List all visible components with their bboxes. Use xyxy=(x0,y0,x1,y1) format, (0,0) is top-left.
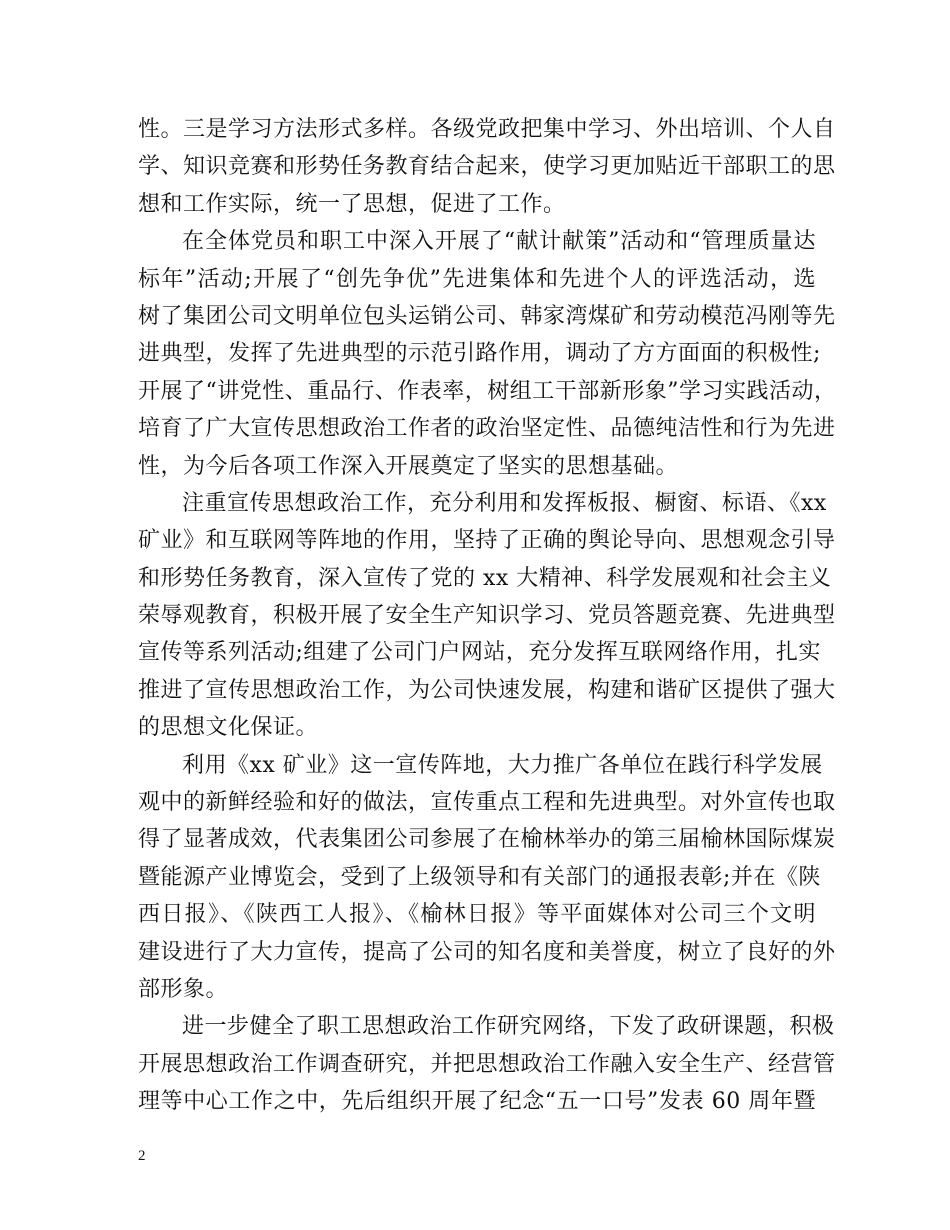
text-line: 西日报》、《陕西工人报》、《榆林日报》等平面媒体对公司三个文明 xyxy=(138,902,816,928)
page-number: 2 xyxy=(138,1148,146,1164)
text-line: 暨能源产业博览会，受到了上级领导和有关部门的通报表彰;并在《陕 xyxy=(138,864,821,890)
body-text xyxy=(138,111,837,1121)
text-line: 部形象。 xyxy=(138,976,229,1002)
text-line: 理等中心工作之中，先后组织开展了纪念“五一口号”发表 60 周年暨 xyxy=(138,1089,816,1115)
text-line: 宣传等系列活动;组建了公司门户网站，充分发挥互联网络作用，扎实 xyxy=(138,640,821,666)
text-line: 树了集团公司文明单位包头运销公司、韩家湾煤矿和劳动模范冯刚等先 xyxy=(138,303,836,329)
text-line: 性，为今后各项工作深入开展奠定了坚实的思想基础。 xyxy=(138,453,679,479)
text-line: 学、知识竞赛和形势任务教育结合起来，使学习更加贴近干部职工的思 xyxy=(138,154,836,180)
text-line: 开展思想政治工作调查研究，并把思想政治工作融入安全生产、经营管 xyxy=(138,1051,836,1077)
text-line: 和形势任务教育，深入宣传了党的 xx 大精神、科学发展观和社会主义 xyxy=(138,565,832,591)
text-line: 开展了“讲党性、重品行、作表率，树组工干部新形象”学习实践活动， xyxy=(138,378,837,404)
text-line: 观中的新鲜经验和好的做法，宣传重点工程和先进典型。对外宣传也取 xyxy=(138,790,836,816)
text-line: 想和工作实际，统一了思想，促进了工作。 xyxy=(138,191,566,217)
text-line: 矿业》和互联网等阵地的作用，坚持了正确的舆论导向、思想观念引导 xyxy=(138,528,836,554)
text-line: 进一步健全了职工思想政治工作研究网络，下发了政研课题，积极 xyxy=(182,1014,835,1040)
text-line: 荣辱观教育，积极开展了安全生产知识学习、党员答题竞赛、先进典型 xyxy=(138,603,836,629)
text-line: 建设进行了大力宣传，提高了公司的知名度和美誉度，树立了良好的外 xyxy=(138,939,836,965)
text-line: 的思想文化保证。 xyxy=(138,715,319,741)
text-line: 在全体党员和职工中深入开展了“献计献策”活动和“管理质量达 xyxy=(182,229,816,255)
text-line: 进典型，发挥了先进典型的示范引路作用，调动了方方面面的积极性; xyxy=(138,341,821,367)
text-line: 注重宣传思想政治工作，充分利用和发挥板报、橱窗、标语、《xx xyxy=(182,490,827,516)
text-line: 得了显著成效，代表集团公司参展了在榆林举办的第三届榆林国际煤炭 xyxy=(138,827,836,853)
text-line: 培育了广大宣传思想政治工作者的政治坚定性、品德纯洁性和行为先进 xyxy=(138,416,836,442)
text-line: 利用《xx 矿业》这一宣传阵地，大力推广各单位在践行科学发展 xyxy=(182,752,823,778)
text-line: 推进了宣传思想政治工作，为公司快速发展，构建和谐矿区提供了强大 xyxy=(138,677,836,703)
text-line: 性。三是学习方法形式多样。各级党政把集中学习、外出培训、个人自 xyxy=(138,117,836,142)
text-line: 标年”活动;开展了“创先争优”先进集体和先进个人的评选活动，选 xyxy=(138,266,816,292)
